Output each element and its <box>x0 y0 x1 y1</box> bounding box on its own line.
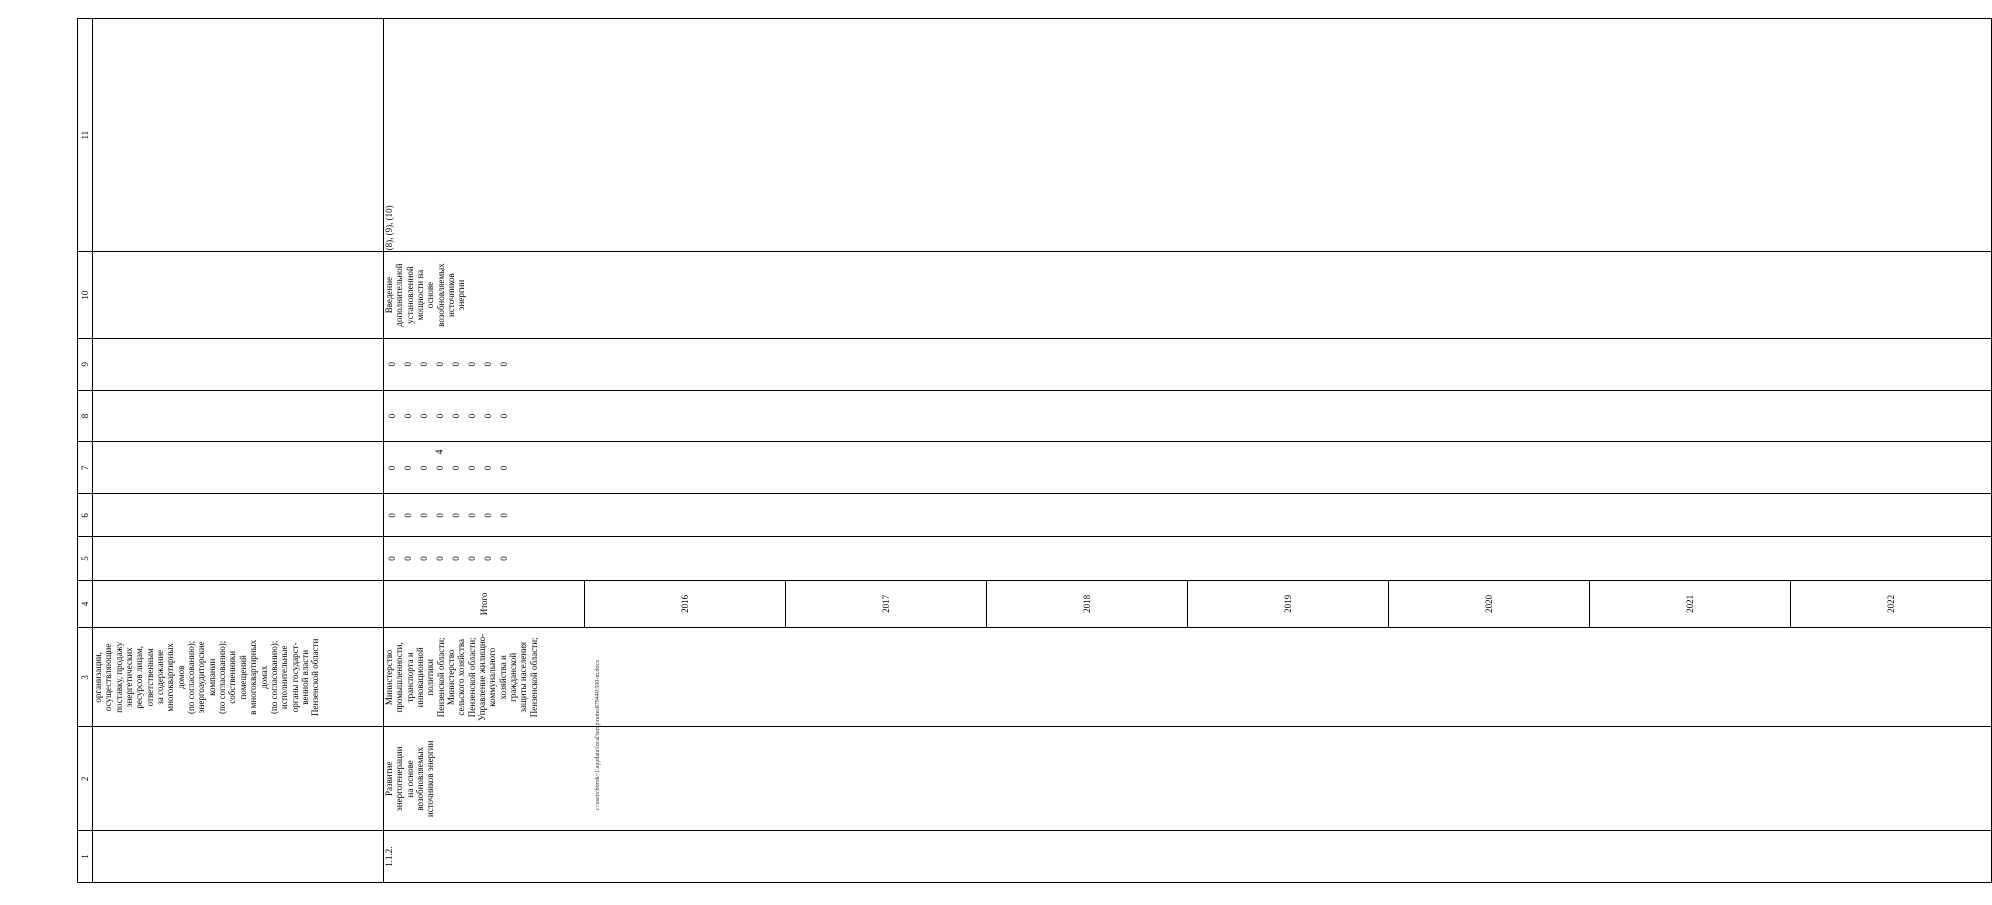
value-cell: 0 <box>483 465 493 471</box>
empty-cell <box>93 831 384 883</box>
value-cell: 0 <box>435 513 445 518</box>
page-number: 4 <box>434 449 446 455</box>
header-cell: 2 <box>78 727 93 831</box>
value-cell: 0 <box>403 556 413 561</box>
value-cell: 0 <box>483 361 493 367</box>
year-label: Итого <box>384 581 585 628</box>
value-cell: 0 <box>451 556 461 561</box>
expected-result: Введение дополнительной установленной мощности на основe возобновляемых источников энергии <box>384 252 1992 338</box>
continuation-executors: организации, осуществляющие поставку, продажу энергетических ресурсов лицам, ответственным за содержание многоквартирных домов (по согласованию); энергоаудиторские компании (по согласованию); собственники помещений в многоквартирных домах (по согласованию); исполнительные органы государст- венной власти Пензенской области <box>93 628 384 727</box>
program-table <box>77 18 1992 883</box>
year-label: 2016 <box>585 581 786 628</box>
empty-cell <box>93 252 384 338</box>
values-col7 <box>384 442 1992 494</box>
header-cell: 4 <box>78 580 93 628</box>
header-cell: 6 <box>78 494 93 537</box>
value-cell: 0 <box>499 413 509 419</box>
value-cell: 0 <box>435 413 445 419</box>
header-cell: 10 <box>78 252 93 338</box>
header-cell: 3 <box>78 628 93 727</box>
value-cell: 0 <box>467 361 477 367</box>
header-cell: 5 <box>78 537 93 580</box>
year-label: 2018 <box>987 581 1188 628</box>
value-cell: 0 <box>387 361 397 367</box>
value-cell: 0 <box>451 465 461 471</box>
values-col9 <box>384 338 1992 390</box>
value-cell: 0 <box>483 513 493 518</box>
measure-executors: Министерство промышленности, транспорта и инновационной политики Пензенской области; Министерство сельского хозяйства Пензенской области; Управление жилищно- коммунального хозяйства и гражданской защиты населения Пензенской области; <box>384 628 1992 727</box>
values-col5 <box>384 537 1992 580</box>
header-row <box>78 19 93 883</box>
year-label: 2019 <box>1188 581 1389 628</box>
empty-cell <box>93 580 384 628</box>
value-cell: 0 <box>467 413 477 419</box>
value-cell: 0 <box>387 465 397 471</box>
value-cell: 0 <box>419 465 429 471</box>
year-label: 2022 <box>1885 594 1896 613</box>
measure-row <box>384 19 1992 883</box>
value-cell: 0 <box>451 413 461 419</box>
values-col6 <box>384 494 1992 537</box>
value-cell: 0 <box>499 556 509 561</box>
value-cell: 0 <box>451 513 461 518</box>
value-cell: 0 <box>419 413 429 419</box>
header-cell: 1 <box>78 831 93 883</box>
empty-cell <box>93 442 384 494</box>
values-col8 <box>384 390 1992 442</box>
indicators: (8), (9), (10) <box>384 19 1992 252</box>
value-cell: 0 <box>387 413 397 419</box>
value-cell: 0 <box>435 556 445 561</box>
header-cell: 7 <box>78 442 93 494</box>
empty-cell <box>93 494 384 537</box>
value-cell: 0 <box>467 556 477 561</box>
value-cell: 0 <box>435 361 445 367</box>
value-cell: 0 <box>419 556 429 561</box>
year-label: 2020 <box>1389 581 1590 628</box>
year-label: 2017 <box>786 581 987 628</box>
value-cell: 0 <box>499 513 509 518</box>
row-number: 1.1.2. <box>384 831 1992 883</box>
empty-cell <box>93 338 384 390</box>
value-cell: 0 <box>483 413 493 419</box>
continuation-row <box>93 19 384 883</box>
value-cell: 0 <box>403 413 413 419</box>
value-cell: 0 <box>387 513 397 518</box>
empty-cell <box>93 537 384 580</box>
measure-name: Развитие энергогенерации на основе возобновляемых источников энергии <box>384 727 1992 831</box>
value-cell: 0 <box>403 465 413 471</box>
empty-cell <box>93 727 384 831</box>
value-cell: 0 <box>499 361 509 367</box>
footer-file-path: c:\users\borok~1\appdata\local\temp\notes879440\500-m.docx <box>595 659 601 811</box>
value-cell: 0 <box>451 361 461 367</box>
value-cell: 0 <box>419 361 429 367</box>
header-cell: 9 <box>78 338 93 390</box>
value-cell: 0 <box>499 465 509 471</box>
value-cell: 0 <box>483 556 493 561</box>
value-cell: 0 <box>403 513 413 518</box>
header-cell: 8 <box>78 390 93 442</box>
empty-cell <box>93 390 384 442</box>
value-cell: 0 <box>403 361 413 367</box>
header-cell: 11 <box>78 19 93 252</box>
value-cell: 0 <box>467 513 477 518</box>
years-subtable <box>384 581 1991 628</box>
value-cell: 0 <box>419 513 429 518</box>
value-cell: 0 <box>387 556 397 561</box>
empty-cell <box>93 19 384 252</box>
years-cell <box>384 580 1992 628</box>
value-cell: 0 <box>467 465 477 471</box>
year-label: 2021 <box>1590 581 1791 628</box>
value-cell: 0 <box>435 465 445 471</box>
